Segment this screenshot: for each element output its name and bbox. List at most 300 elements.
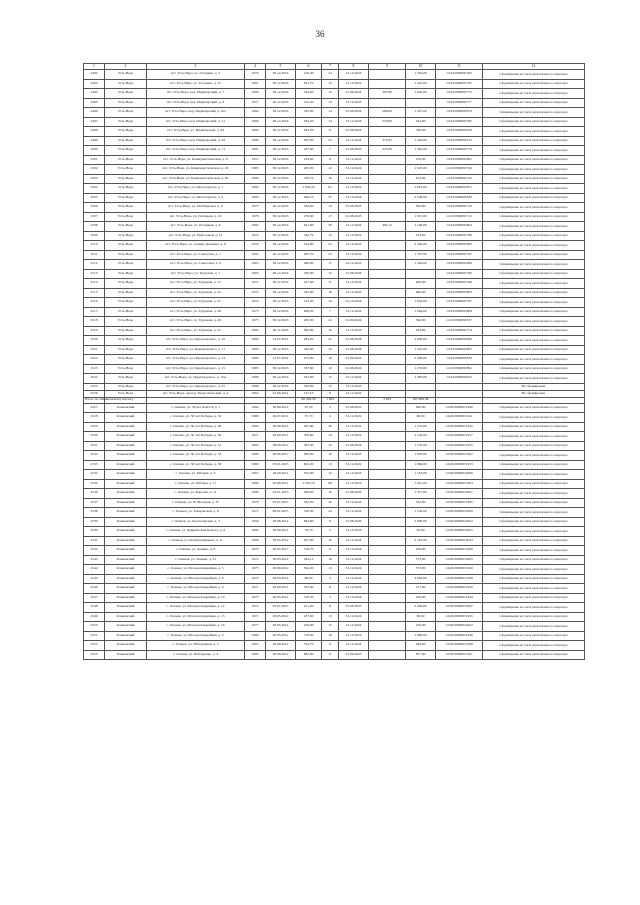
table-cell [369,565,406,575]
table-cell: 2 149,00 [406,432,436,442]
table-cell: 323,40 [296,584,322,594]
table-cell: 2501 [84,155,105,165]
table-cell: 2548 [84,603,105,613]
table-cell: 8 [322,641,339,651]
table-cell: 14:23:000000:805 [436,345,483,355]
table-cell: 14:20:000000:2097 [436,603,483,613]
table-row [84,108,585,118]
table-cell: 364,13 [296,555,322,565]
table-cell: 31.12.2024 [339,555,369,565]
table-cell: 12 [322,383,339,390]
table-cell: 30.12.2016 [266,364,296,374]
table-cell: Усть-Нера [105,317,147,327]
table-cell: с. Оленек, ул. 30 лет Победы, д. 50 [147,432,245,442]
table-cell: Сформирован на счете регионального оператора [483,288,585,298]
table-cell: Сформирован на счете регионального оператора [483,565,585,575]
table-cell: 31.12.2022 [339,222,369,232]
table-cell: 30.12.2016 [266,222,296,232]
table-cell: 624,00 [406,326,436,336]
table-row [84,307,585,317]
table-cell: 14:23:000000:891 [436,364,483,374]
housing-register-table [83,63,585,660]
table-cell: 14:23:000000:766 [436,279,483,289]
table-cell: Сформирован на счете регионального оператора [483,336,585,346]
table-cell: 37,70 [296,413,322,423]
table-cell [369,390,406,397]
table-row [84,336,585,346]
table-cell: 12 [322,231,339,241]
table-cell: 2 [322,527,339,537]
table-cell: 310,10 [296,174,322,184]
table-cell: 14:23:000000:760 [436,269,483,279]
table-cell: с. Оленек, ул. 30 лет Победы, д. 32 [147,413,245,423]
table-cell: пгт. Усть-Нера, проезд Энергетический, д. 2 [147,390,245,397]
table-cell: 563,30 [296,441,322,451]
table-cell: 30.12.2016 [266,108,296,118]
table-cell: 2540 [84,527,105,537]
table-cell: 26.07.2021 [266,413,296,423]
table-cell: Усть-Нера [105,174,147,184]
table-cell [369,584,406,594]
table-cell: пгт. Усть-Нера, пер. Индигирский, д. 7 [147,89,245,99]
table-cell: 510,70 [296,546,322,556]
table-cell: 2522 [84,355,105,365]
table-cell: 14:23:000000:785 [436,117,483,127]
table-cell: 1 954,00 [406,298,436,308]
table-cell [369,536,406,546]
table-cell: 9 [322,650,339,660]
table-cell: Оленекский [105,460,147,470]
table-cell: 406,00 [296,260,322,270]
table-cell: 280,00 [369,108,406,118]
table-cell: с. Оленек, ул. Шабоденко, д. 4 [147,650,245,660]
table-cell: 225,00 [369,146,406,156]
table-cell: 31.12.2023 [339,527,369,537]
table-cell: Усть-Нера [105,79,147,89]
table-cell: Сформирован на счете регионального оператора [483,250,585,260]
table-cell: с. Оленек, ул. Ленина, д. 6 [147,546,245,556]
table-cell: 2493 [84,79,105,89]
table-row [84,174,585,184]
table-cell: 2525 [84,383,105,390]
table-cell: Усть-Нера [105,184,147,194]
table-cell: 31.12.2024 [339,641,369,651]
table-cell: 7 [322,146,339,156]
table-cell: 453,00 [296,374,322,384]
table-cell: 14:23:000000:913 [436,136,483,146]
table-cell: 265,30 [296,165,322,175]
table-cell: Усть-Нера [105,288,147,298]
table-cell: 1980 [245,479,266,489]
table-cell: 14:23:000000:710 [436,203,483,213]
table-cell: 17 [322,374,339,384]
table-cell: 2520 [84,336,105,346]
column-number: 11 [436,64,483,70]
table-cell: 2553 [84,650,105,660]
table-cell: 7 [322,307,339,317]
table-cell: 01.08.2024 [339,364,369,374]
table-cell [369,422,406,432]
table-cell: 14:20:000000:1985 [436,498,483,508]
table-cell: с. Оленек, ул. Захаровская, д. 8 [147,508,245,518]
table-cell: 263,30 [296,317,322,327]
table-cell: 1 553,00 [406,470,436,480]
table-cell [406,269,436,279]
table-cell: Сформирован на счете регионального оператора [483,603,585,613]
table-row [84,460,585,470]
table-cell [369,241,406,251]
table-cell: пгт. Усть-Нера, ул. Цареградского, д. 15А [147,374,245,384]
table-cell [369,174,406,184]
table-cell: 21 [322,336,339,346]
table-cell: 1972 [245,231,266,241]
table-cell: 1983 [245,336,266,346]
table-cell: 01.08.2023 [339,212,369,222]
table-cell: 177,00 [406,584,436,594]
table-cell: 8 [322,517,339,527]
table-cell: 30.12.2016 [266,374,296,384]
table-cell: 2524 [84,374,105,384]
table-cell: 265,70 [296,250,322,260]
table-cell: 30.11.2016 [266,326,296,336]
table-cell [406,383,436,390]
table-cell: 14:23:000000:808 [436,307,483,317]
table-cell: 472,00 [296,355,322,365]
table-cell [369,612,406,622]
table-cell: 31.12.2022 [339,79,369,89]
table-cell [369,127,406,137]
table-cell: 14:23:000000:766 [436,231,483,241]
table-cell: 31.12.2022 [339,250,369,260]
table-cell: 01.08.2023 [339,146,369,156]
table-cell: 26.09.2011 [266,470,296,480]
table-cell: Сформирован на счете регионального оператора [483,527,585,537]
table-cell: 30.09.2012 [266,403,296,413]
table-cell: 1977 [245,622,266,632]
table-cell: 30.12.2016 [266,184,296,194]
table-cell: 608,20 [296,307,322,317]
table-cell: 2536 [84,489,105,499]
table-cell: 2535 [84,479,105,489]
table-cell: 12 [322,441,339,451]
table-cell: 2507 [84,212,105,222]
table-cell [436,383,483,390]
table-cell: 30.12.2016 [266,269,296,279]
table-cell: пгт. Усть-Нера, ул. Трудовая, д. 22 [147,288,245,298]
table-cell: 30.12.2016 [266,279,296,289]
table-cell: 14:20:000000:2289 [436,546,483,556]
table-cell: 345,00 [296,288,322,298]
table-cell: пгт. Усть-Нера, ул. Цареградского, д. 10 [147,336,245,346]
table-cell: 1984 [245,355,266,365]
table-cell: 31.12.2023 [339,326,369,336]
table-cell: пгт. Усть-Нера, ул. Рыболовов, д. 13 [147,231,245,241]
table-cell: 96 450,30 [296,397,322,403]
table-cell: 1 140,00 [406,508,436,518]
table-cell: 1989 [245,413,266,423]
table-cell: 30.12.2016 [266,98,296,108]
table-cell: 22 [322,317,339,327]
table-cell: 3 [322,574,339,584]
table-cell: 2511 [84,250,105,260]
table-cell: 14:20:000000:2025 [436,527,483,537]
table-cell: Сформирован на счете регионального оператора [483,403,585,413]
table-cell: 335,00 [296,108,322,118]
table-cell: 12 [322,79,339,89]
table-cell: 19 [322,355,339,365]
table-cell: Сформирован на счете регионального оператора [483,184,585,194]
column-number: 2 [105,64,147,70]
table-cell: 20.08.2012 [266,517,296,527]
table-cell: с. Оленек, ул. В. Молодая, д. 37 [147,498,245,508]
table-cell: 330,00 [296,269,322,279]
table-row [84,612,585,622]
table-cell: Сформирован на счете регионального оператора [483,536,585,546]
table-cell: 30.12.2016 [266,165,296,175]
table-cell: Сформирован на счете регионального оператора [483,451,585,461]
table-row [84,165,585,175]
table-cell: 16 [322,631,339,641]
table-cell: 01.09.2025 [339,650,369,660]
table-cell: 86,00 [296,574,322,584]
table-cell: 312,40 [296,98,322,108]
table-cell: 354,70 [296,641,322,651]
table-cell: 22 [322,241,339,251]
table-cell: 01.08.2025 [339,603,369,613]
table-cell [369,155,406,165]
table-cell: 1 570,00 [406,441,436,451]
table-cell: 37 [322,193,339,203]
table-cell: 2530 [84,432,105,442]
table-cell: Сформирован на счете регионального оператора [483,231,585,241]
table-cell: Оленекский [105,546,147,556]
table-cell: 3 [322,403,339,413]
table-cell: Сформирован на счете регионального оператора [483,70,585,80]
table-cell: 1 334,00 [406,70,436,80]
table-cell: 1969 [245,117,266,127]
table-cell: 31.12.2023 [339,70,369,80]
table-cell: 1963 [245,260,266,270]
table-cell: 01.08.2024 [339,89,369,99]
table-cell: Усть-Нера [105,98,147,108]
table-cell: 674,00 [406,174,436,184]
table-cell: с. Оленек, ул. Молодогвардейцев, д. 10 [147,593,245,603]
table-cell [369,413,406,423]
table-cell: 324,60 [296,89,322,99]
table-cell: 18 [322,174,339,184]
table-row [84,517,585,527]
table-cell: 1981 [245,146,266,156]
table-cell: Оленекский [105,536,147,546]
table-cell: с. Оленек, ул. Красноярская, д. 3 [147,517,245,527]
table-cell: Оленекский [105,508,147,518]
table-cell: 1972 [245,555,266,565]
table-cell: 14:23:000000:878 [436,355,483,365]
table-cell: 14 [322,98,339,108]
table-row [84,155,585,165]
table-cell: пгт. Усть-Нера, ул. Советская, д. 9 [147,260,245,270]
table-cell: 31.12.2023 [339,383,369,390]
table-cell: 28.05.2012 [266,536,296,546]
table-cell: 2552 [84,641,105,651]
table-cell: 1975 [245,203,266,213]
table-cell: 342,79 [296,231,322,241]
table-cell: 1 225,00 [406,345,436,355]
table-cell: 573,00 [406,555,436,565]
table-cell: 1 304,00 [406,260,436,270]
table-cell: 05.01.2015 [266,498,296,508]
table-cell: 14:23:000000:777 [436,98,483,108]
table-cell: 2517 [84,307,105,317]
table-cell: 1 525,00 [406,165,436,175]
table-cell: 2510 [84,241,105,251]
table-cell: Усть-Нера [105,108,147,118]
table-cell: Усть-Нера [105,70,147,80]
table-cell: Сформирован на счете регионального оператора [483,517,585,527]
table-cell: 8 [322,155,339,165]
table-cell: Сформирован на счете регионального оператора [483,374,585,384]
table-cell: 14:23:000000:800 [436,241,483,251]
table-cell: Усть-Нера [105,307,147,317]
table-cell: 1983 [245,193,266,203]
table-cell: 397,60 [369,89,406,99]
table-cell: 31.12.2022 [339,279,369,289]
table-cell: 14:23:000000:681 [436,155,483,165]
table-cell: 2498 [84,127,105,137]
table-cell: Сформирован на счете регионального оператора [483,641,585,651]
table-cell: 28.09.2012 [266,641,296,651]
table-cell: 1971 [245,584,266,594]
table-cell: 157,10 [296,390,322,397]
table-cell: 31.12.2022 [339,390,369,397]
table-cell: 14:23:000000:797 [436,250,483,260]
table-cell: с. Оленек, ул. Бабаева, д. 6 [147,470,245,480]
table-cell: 31.12.2024 [339,536,369,546]
table-row [84,288,585,298]
table-cell: 1984 [245,108,266,118]
table-cell: Оленекский [105,479,147,489]
table-cell: пгт. Усть-Нера, ул. Металлургов, д. 4 [147,193,245,203]
table-cell: 342,00 [296,383,322,390]
table-cell: Усть-Нера [105,241,147,251]
table-cell: 337,60 [296,364,322,374]
table-cell: 26.06.2012 [266,479,296,489]
table-cell: 14:23:000000:720 [436,174,483,184]
table-cell [369,250,406,260]
table-cell: 28.09.2017 [266,451,296,461]
table-cell: пгт. Усть-Нера, пер. Индигирский, д. 21 [147,117,245,127]
table-cell: Усть-Нера [105,326,147,336]
table-cell: 334,20 [296,117,322,127]
table-cell: пгт. Усть-Нера, пер. Индигирский, д. 9 [147,98,245,108]
table-cell: 14:23:000000:776 [436,146,483,156]
table-cell: пгт. Усть-Нера, ул. Цареградского, д. 25 [147,383,245,390]
table-cell: 30.12.2016 [266,260,296,270]
table-cell: 1952 [245,250,266,260]
table-cell [369,517,406,527]
table-cell: 1971 [245,432,266,442]
table-cell: с. Оленек, ул. 30 лет ЯАССР, д. 1 [147,403,245,413]
table-cell: пгт. Усть-Нера, ул. Полярная, д. 16 [147,212,245,222]
table-cell: 1989 [245,489,266,499]
table-cell: Усть-Нера [105,165,147,175]
table-cell: 14:23:000000:712 [436,212,483,222]
table-cell [369,298,406,308]
table-cell: 31.12.2023 [339,98,369,108]
table-cell: 05.01.2015 [266,603,296,613]
table-cell: Сформирован на счете регионального оператора [483,413,585,423]
table-cell: 01.08.2024 [339,127,369,137]
table-cell: 1975 [245,307,266,317]
table-cell: 2532 [84,451,105,461]
table-row [84,593,585,603]
table-cell: 12 [322,470,339,480]
table-cell: 1962 [245,441,266,451]
table-cell: 2513 [84,269,105,279]
table-cell: 14:23:000000:767 [436,298,483,308]
table-cell: 1983 [245,127,266,137]
table-row [84,355,585,365]
table-cell: 30.12.2016 [266,89,296,99]
table-cell: Усть-Нера [105,279,147,289]
table-cell: 3 023 [369,397,406,403]
table-cell: 30.12.2016 [266,146,296,156]
table-row [84,193,585,203]
table-cell: 2500 [84,146,105,156]
table-cell: 2537 [84,498,105,508]
table-row [84,441,585,451]
table-row [84,622,585,632]
table-cell: 437,60 [296,612,322,622]
table-cell: 857,00 [406,650,436,660]
table-cell: Сформирован на счете регионального оператора [483,127,585,137]
table-cell [369,269,406,279]
table-cell: 1 060,00 [406,460,436,470]
table-cell [436,390,483,397]
table-cell: 14:23:000000:839 [436,193,483,203]
table-cell: 31.12.2024 [339,136,369,146]
table-cell [406,98,436,108]
table-cell: 01.08.2023 [339,203,369,213]
table-cell: 2 383,00 [406,374,436,384]
table-cell: с. Оленек, ул. Кульбертиновых, д. 11 [147,536,245,546]
table-cell: Оленекский [105,631,147,641]
table-cell: Сформирован на счете регионального оператора [483,117,585,127]
table-cell: 495,12 [369,222,406,232]
table-cell: 2504 [84,184,105,194]
table-row [84,212,585,222]
table-cell: 270,60 [296,212,322,222]
table-cell: Усть-Нера [105,136,147,146]
table-cell: 14:20:000000:1948 [436,574,483,584]
table-cell: Оленекский [105,517,147,527]
table-cell: 1 247,00 [406,108,436,118]
table-cell: с. Оленек, ул. Молодогвардейцев, д. 6 [147,574,245,584]
table-cell: 14:20:000000:2308 [436,641,483,651]
table-cell: 1 060,00 [406,631,436,641]
table-cell: 1967 [245,470,266,480]
table-cell: 8 [322,279,339,289]
table-cell: 682,90 [296,650,322,660]
table-cell: пгт. Усть-Нера, ул. Коммунистическая, д. 8 [147,155,245,165]
table-cell: 03.01.2015 [266,460,296,470]
table-cell: 31.12.2023 [339,155,369,165]
table-cell: Сформирован на счете регионального оператора [483,222,585,232]
table-cell: с. Оленек, ул. Молодогвардейцев, д. 12 [147,603,245,613]
table-cell: 90,00 [406,612,436,622]
table-row [84,498,585,508]
table-cell: 30.12.2016 [266,70,296,80]
